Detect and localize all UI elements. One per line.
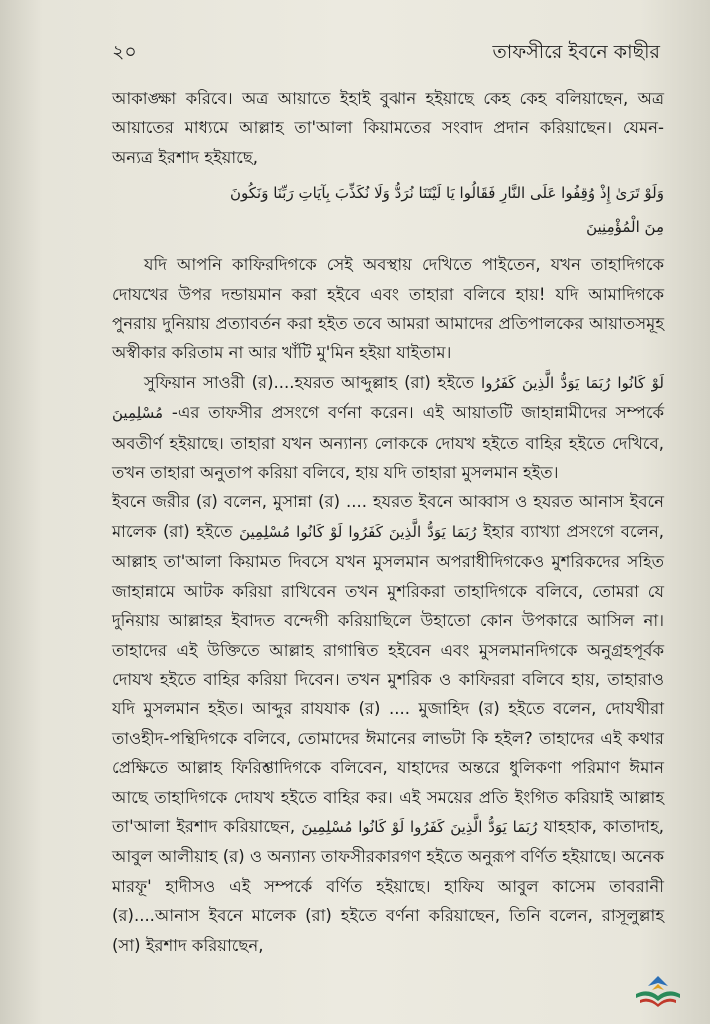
paragraph-ibn-jarir bbox=[112, 487, 664, 960]
running-title: তাফসীরে ইবনে কাছীর bbox=[492, 41, 660, 63]
text-segment: ইবনে জরীর (র) বলেন, মুসান্না (র) .... হযরত ইবনে আব্বাস ও হযরত আনাস ইবনে মালেক (রা) হইতে bbox=[112, 492, 664, 541]
text-segment: সুফিয়ান সাওরী (র)....হযরত আব্দুল্লাহ (রা) হইতে bbox=[144, 372, 482, 392]
quran-verse bbox=[112, 176, 664, 244]
verse-line-2: مِنَ الْمُؤْمِنِينَ bbox=[586, 218, 664, 237]
arabic-phrase: لَوْ كَانُوا مُسْلِمِينَ bbox=[112, 373, 664, 423]
arabic-phrase: رُبَمَا يَوَدُّ الَّذِينَ كَفَرُوا لَوْ كَانُوا مُسْلِمِينَ bbox=[239, 522, 477, 541]
text-segment: যাহহাক, কাতাদাহ, আবুল আলীয়াহ (র) ও অন্যান্য তাফসীরকারগণ হইতে অনুরূপ বর্ণিত হইয়াছে। অনেক মারফূ' হাদীসও এই সম্পর্কে বর্ণিত হইয়াছে। হাফিয আবুল কাসেম তাবরানী (র)....আনাস ইবনে মালেক (রা) হইতে বর্ণনা করিয়াছেন, তিনি বলেন, রাসূলুল্লাহ (সা) ইরশাদ করিয়াছেন, bbox=[112, 816, 664, 955]
paragraph-1: আকাঙ্ক্ষা করিবে। অত্র আয়াতে ইহাই বুঝান হইয়াছে কেহ কেহ বলিয়াছেন, অত্র আয়াতের মাধ্যমে আল্লাহ তা'আলা কিয়ামতের সংবাদ প্রদান করিয়াছেন। যেমন- অন্যত্র ইরশাদ হইয়াছে, bbox=[112, 89, 664, 167]
paragraph-translation: যদি আপনি কাফিরদিগকে সেই অবস্থায় দেখিতে পাইতেন, যখন তাহাদিগকে দোযখের উপর দন্ডায়মান করা হইবে এবং তাহারা বলিবে হায়! যদি আমাদিগকে পুনরায় দুনিয়ায় প্রত্যাবর্তন করা হইত তবে আমরা আমাদের প্রতিপালকের আয়াতসমূহ অস্বীকার করিতাম না আর খাঁটি মু'মিন হইয়া যাইতাম। bbox=[112, 255, 664, 363]
page-header bbox=[112, 38, 660, 68]
arabic-phrase: رُبَمَا يَوَدُّ الَّذِينَ كَفَرُوا لَوْ كَانُوا مُسْلِمِينَ bbox=[301, 817, 538, 836]
page-number: ২০ bbox=[112, 41, 137, 63]
arabic-phrase: رُبَمَا يَوَدُّ الَّذِينَ كَفَرُوا bbox=[481, 373, 611, 392]
publisher-logo-icon bbox=[634, 974, 682, 1008]
paragraph-sufyan bbox=[112, 368, 664, 488]
text-segment: ইহার ব্যাখ্যা প্রসংগে বলেন, আল্লাহ তা'আলা কিয়ামত দিবসে যখন মুসলমান অপরাধীদিগকেও মুশরিকদের সহিত জাহান্নামে আটক করিয়া রাখিবেন তখন মুশরিকরা তাহাদিগকে বলিবে, তোমরা যে দুনিয়ায় আল্লাহর ইবাদত বন্দেগী করিয়াছিলে উহাতো কোন উপকারে আসিল না। তাহাদের এই উক্তিতে আল্লাহ রাগান্বিত হইবেন এবং মুসলমানদিগকে অনুগ্রহপূর্বক দোযখ হইতে বাহির করিয়া দিবেন। তখন মুশরিক ও কাফিররা বলিবে হায়, তাহারাও যদি মুসলমান হইত। আব্দুর রাযযাক (র) .... মুজাহিদ (র) হইতে বলেন, দোযখীরা তাওহীদ-পন্থিদিগকে বলিবে, তোমাদের ঈমানের লাভটা কি হইল? তাহাদের এই কথার প্রেক্ষিতে আল্লাহ ফিরিশ্তাদিগকে বলিবেন, যাহাদের অন্তরে ধুলিকণা পরিমাণ ঈমান আছে তাহাদিগকে দোযখ হইতে বাহির কর। এই সময়ের প্রতি ইংগিত করিয়াই আল্লাহ তা'আলা ইরশাদ করিয়াছেন, bbox=[112, 521, 664, 836]
text-segment: -এর তাফসীর প্রসংগে বর্ণনা করেন। এই আয়াতটি জাহান্নামীদের সম্পর্কে অবতীর্ণ হইয়াছে। তাহারা যখন অন্যান্য লোককে দোযখ হইতে বাহির হইতে দেখিবে, তখন তাহারা অনুতাপ করিয়া বলিবে, হায় যদি তাহারা মুসলমান হইত। bbox=[112, 403, 664, 483]
page-body bbox=[112, 84, 664, 960]
verse-line-1: وَلَوْ تَرَىٰ إِذْ وُقِفُوا عَلَى النَّارِ فَقَالُوا يَا لَيْتَنَا نُرَدُّ وَلَا نُكَذِّبَ بِآيَاتِ رَبِّنَا وَنَكُونَ bbox=[229, 184, 664, 203]
